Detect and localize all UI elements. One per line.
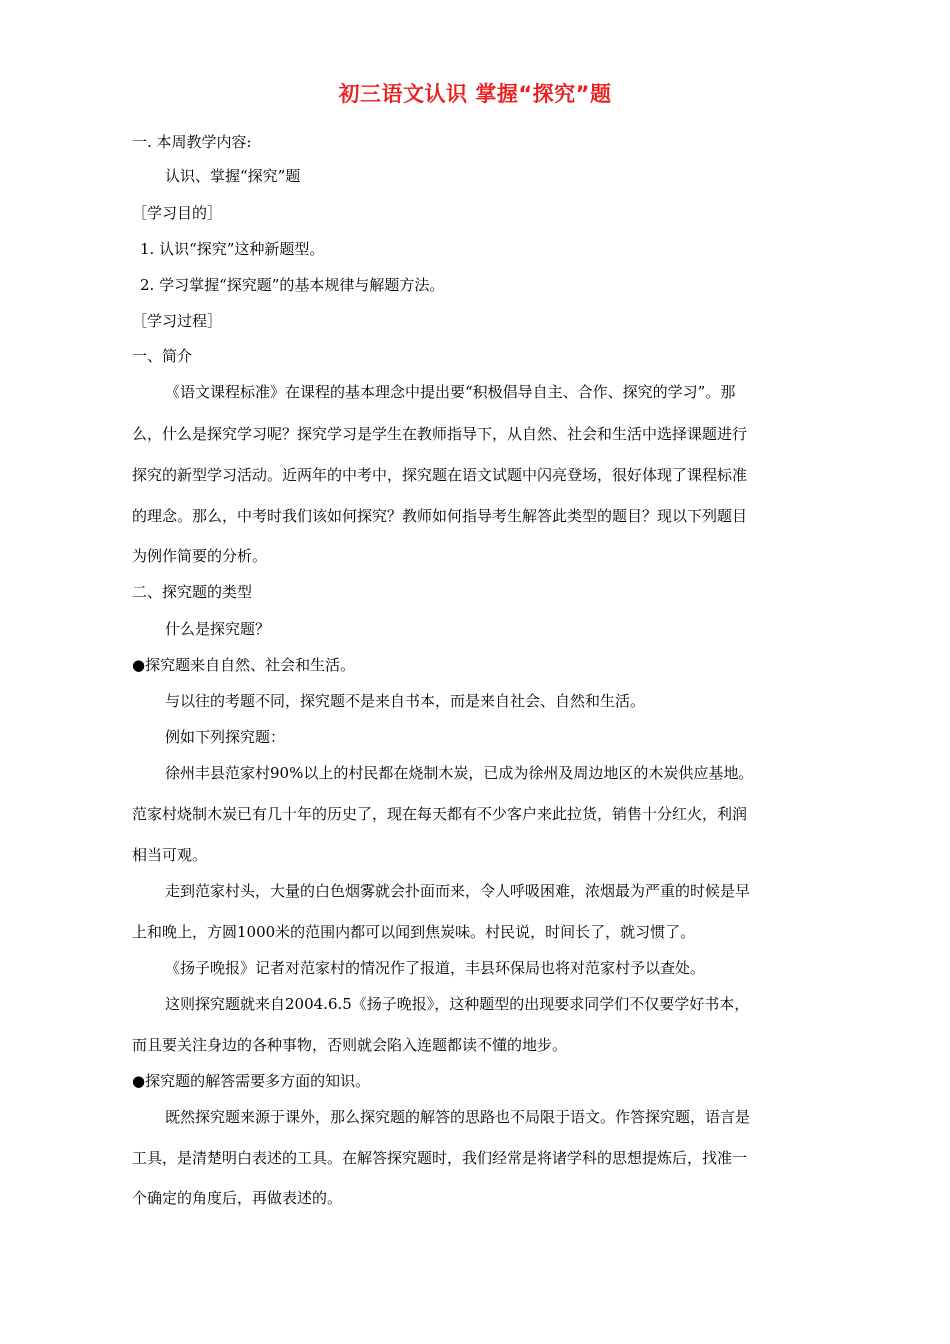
content-line: 认识、掌握“探究”题 — [165, 167, 301, 185]
paragraph-line: 徐州丰县范家村90%以上的村民都在烧制木炭，已成为徐州及周边地区的木炭供应基地。 — [165, 764, 754, 782]
paragraph-line: 探究的新型学习活动。近两年的中考中，探究题在语文试题中闪亮登场，很好体现了课程标准 — [132, 466, 748, 484]
paragraph-line: 范家村烧制木炭已有几十年的历史了，现在每天都有不少客户来此拉货，销售十分红火，利润 — [132, 805, 748, 823]
paragraph-line: 为例作简要的分析。 — [132, 547, 268, 565]
paragraph-line: 的理念。那么，中考时我们该如何探究？教师如何指导考生解答此类型的题目？现以下列题目 — [132, 507, 748, 525]
paragraph-line: 相当可观。 — [132, 846, 208, 864]
section-heading: 二、探究题的类型 — [132, 583, 253, 601]
paragraph-line: 工具，是清楚明白表述的工具。在解答探究题时，我们经常是将诸学科的思想提炼后，找准一 — [132, 1149, 748, 1167]
paragraph-line: 这则探究题就来自2004.6.5《扬子晚报》，这种题型的出现要求同学们不仅要学好书本， — [165, 995, 750, 1013]
document-title: 初三语文认识 掌握“探究”题 — [338, 82, 612, 106]
section-heading: 一. 本周教学内容: — [132, 133, 252, 151]
list-item: 2. 学习掌握“探究题”的基本规律与解题方法。 — [140, 276, 445, 294]
paragraph-line: 个确定的角度后，再做表述的。 — [132, 1189, 343, 1207]
paragraph-line: 既然探究题来源于课外，那么探究题的解答的思路也不局限于语文。作答探究题，语言是 — [165, 1108, 751, 1126]
bullet-heading: ●探究题的解答需要多方面的知识。 — [132, 1072, 371, 1090]
content-line: 什么是探究题？ — [165, 620, 271, 638]
section-heading: 一、简介 — [132, 347, 193, 365]
content-line: 例如下列探究题： — [165, 728, 286, 746]
paragraph-line: 《扬子晚报》记者对范家村的情况作了报道，丰县环保局也将对范家村予以查处。 — [165, 959, 706, 977]
paragraph-line: 上和晚上，方圆1000米的范围内都可以闻到焦炭味。村民说，时间长了，就习惯了。 — [132, 923, 696, 941]
section-heading: ［学习过程］ — [132, 312, 223, 330]
content-line: 与以往的考题不同，探究题不是来自书本，而是来自社会、自然和生活。 — [165, 692, 646, 710]
bullet-heading: ●探究题来自自然、社会和生活。 — [132, 656, 356, 674]
list-item: 1. 认识“探究”这种新题型。 — [140, 240, 325, 258]
paragraph-line: 而且要关注身边的各种事物，否则就会陷入连题都读不懂的地步。 — [132, 1036, 568, 1054]
paragraph-line: 么，什么是探究学习呢？探究学习是学生在教师指导下，从自然、社会和生活中选择课题进行 — [132, 425, 748, 443]
paragraph-line: 走到范家村头，大量的白色烟雾就会扑面而来，令人呼吸困难，浓烟最为严重的时候是早 — [165, 882, 751, 900]
paragraph-line: 《语文课程标准》在课程的基本理念中提出要“积极倡导自主、合作、探究的学习”。那 — [165, 383, 736, 401]
section-heading: ［学习目的］ — [132, 204, 223, 222]
